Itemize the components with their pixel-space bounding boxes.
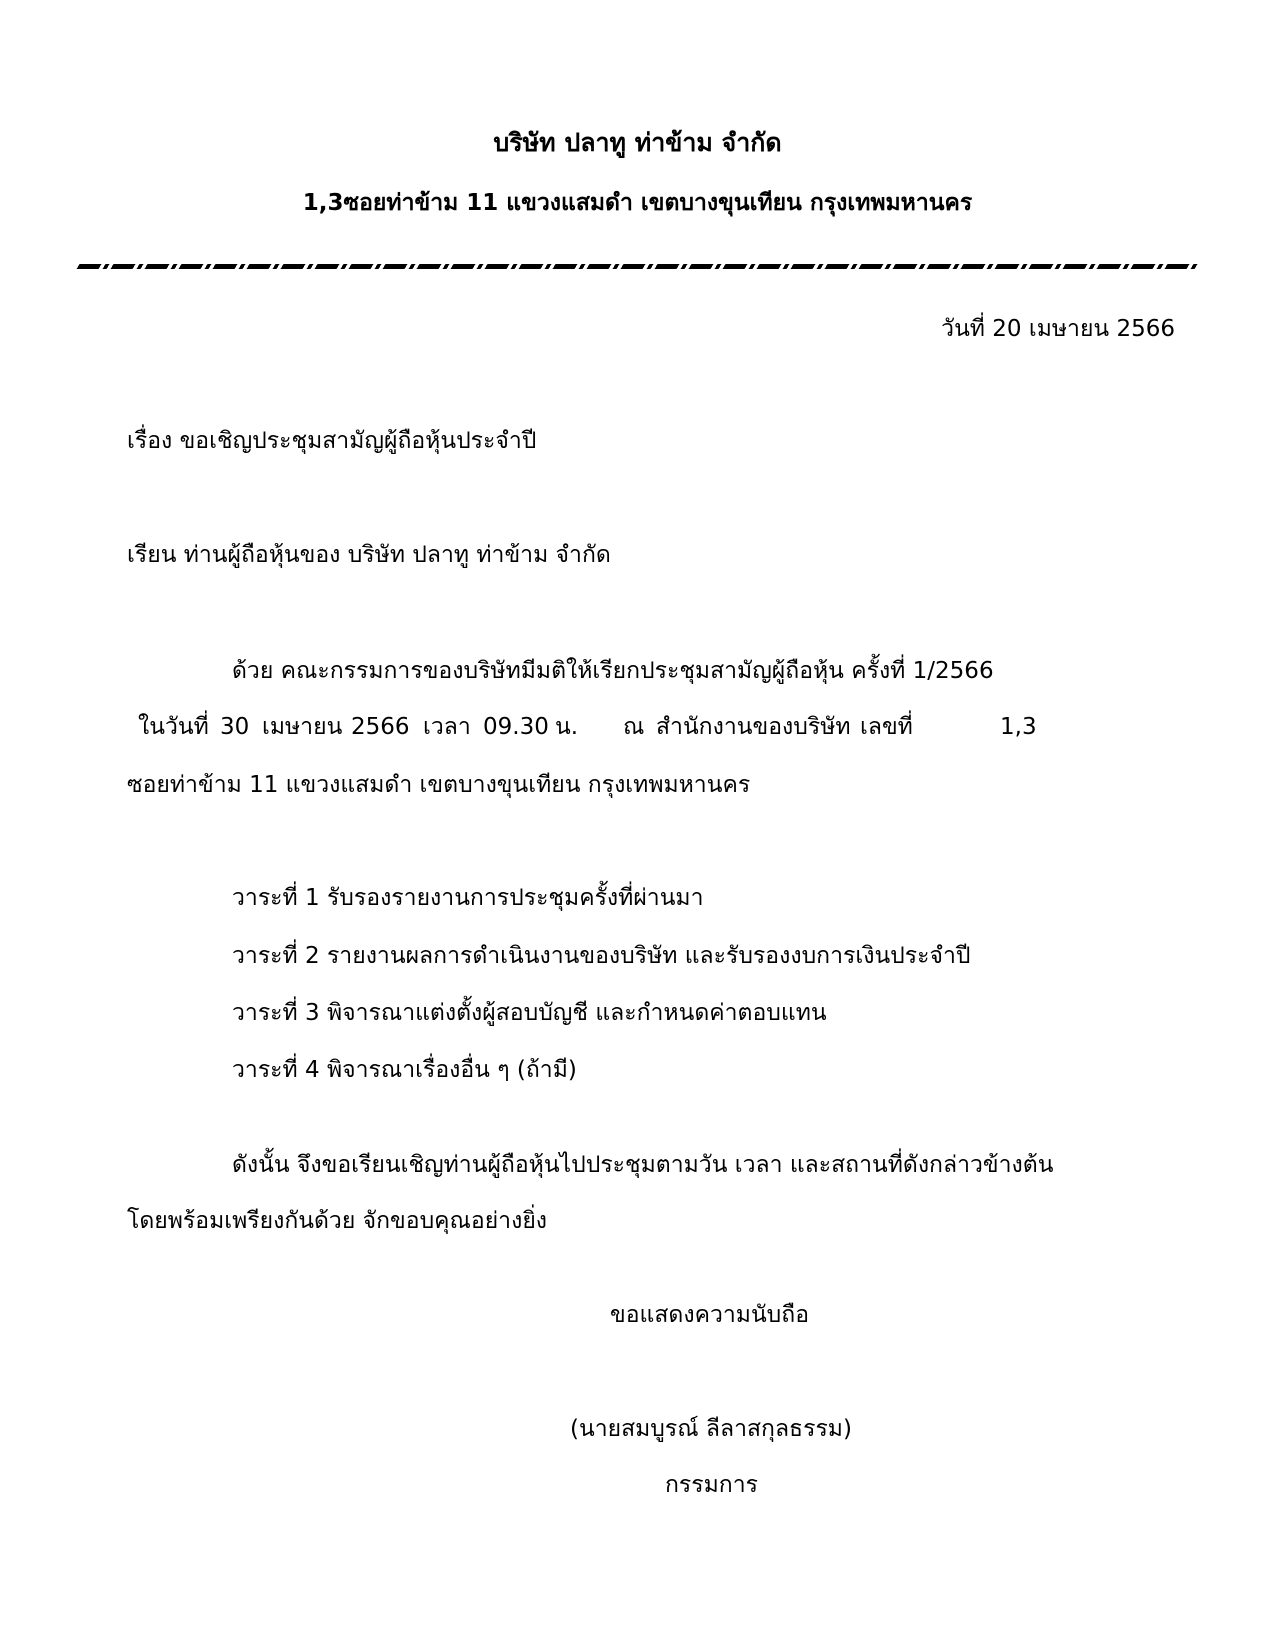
agenda-item: วาระที่ 2 รายงานผลการดำเนินงานของบริษัท และรับรองงบการเงินประจำปี [232, 943, 971, 969]
p1-word: 2566 [351, 714, 410, 740]
p1-word: เวลา [423, 714, 471, 740]
signer-position: กรรมการ [665, 1472, 758, 1498]
letter-subject: เรื่อง ขอเชิญประชุมสามัญผู้ถือหุ้นประจำปี [127, 428, 537, 454]
paragraph1-line3: ซอยท่าข้าม 11 แขวงแสมดำ เขตบางขุนเทียน กรุงเทพมหานคร [127, 772, 751, 798]
p1-word: 09.30 [483, 714, 549, 740]
letter-date: วันที่ 20 เมษายน 2566 [941, 316, 1175, 342]
agenda-item: วาระที่ 1 รับรองรายงานการประชุมครั้งที่ผ่านมา [232, 885, 704, 911]
closing-phrase: ขอแสดงความนับถือ [610, 1302, 810, 1328]
company-name: บริษัท ปลาทู ท่าข้าม จำกัด [493, 128, 782, 157]
paragraph1-line1: ด้วย คณะกรรมการของบริษัทมีมติให้เรียกประชุมสามัญผู้ถือหุ้น ครั้งที่ 1/2566 [232, 658, 994, 684]
p1-word: สำนักงานของบริษัท [656, 714, 851, 740]
company-address: 1,3ซอยท่าข้าม 11 แขวงแสมดำ เขตบางขุนเทียน กรุงเทพมหานคร [302, 190, 973, 216]
p1-word: 30 [220, 714, 250, 740]
paragraph2-line1: ดังนั้น จึงขอเรียนเชิญท่านผู้ถือหุ้นไปประชุมตามวัน เวลา และสถานที่ดังกล่าวข้างต้น [232, 1152, 1054, 1178]
p1-word: เมษายน [262, 714, 343, 740]
header-divider [77, 264, 1200, 269]
letter-salutation: เรียน ท่านผู้ถือหุ้นของ บริษัท ปลาทู ท่าข้าม จำกัด [127, 542, 611, 568]
p1-word: ณ [623, 714, 645, 740]
paragraph2-line2: โดยพร้อมเพรียงกันด้วย จักขอบคุณอย่างยิ่ง [127, 1208, 548, 1234]
p1-word: เลขที่ [860, 714, 913, 740]
signer-name: (นายสมบูรณ์ ลีลาสกุลธรรม) [570, 1416, 852, 1442]
p1-word: 1,3 [1000, 714, 1037, 740]
p1-word: ในวันที่ [138, 714, 209, 740]
agenda-item: วาระที่ 4 พิจารณาเรื่องอื่น ๆ (ถ้ามี) [232, 1057, 577, 1083]
agenda-item: วาระที่ 3 พิจารณาแต่งตั้งผู้สอบบัญชี และกำหนดค่าตอบแทน [232, 1000, 827, 1026]
p1-word: น. [555, 714, 579, 740]
